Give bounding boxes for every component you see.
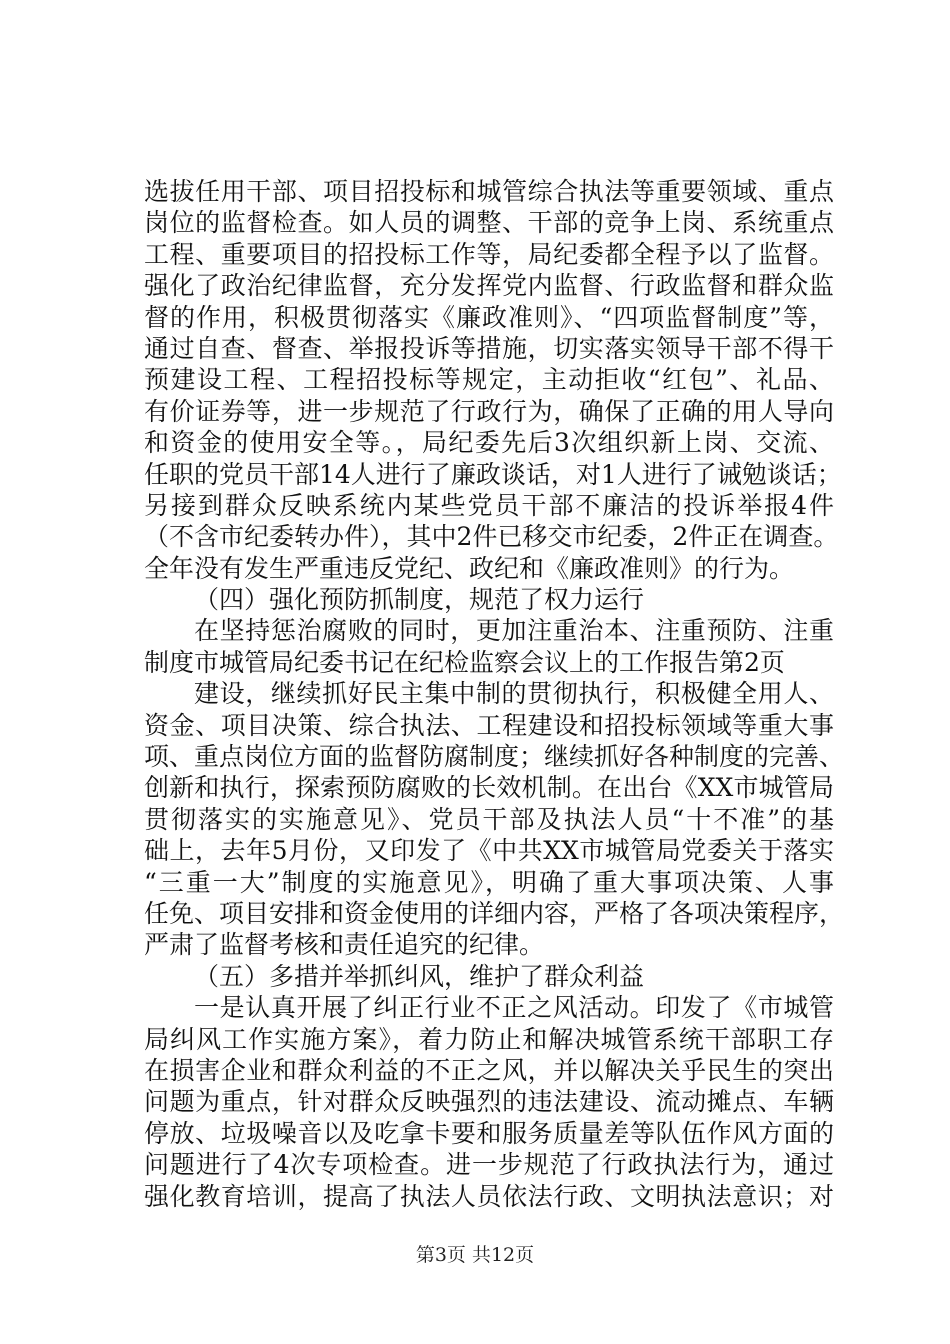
text-line: “三重一大”制度的实施意见》，明确了重大事项决策、人事 (144, 867, 834, 897)
page-footer: 第3页 共12页 (415, 1244, 535, 1266)
text-line: 贯彻落实的实施意见》、党员干部及执法人员“十不准”的基 (144, 804, 834, 834)
text-line: 有价证券等，进一步规范了行政行为，确保了正确的用人导向 (144, 396, 834, 426)
text-line: 选拔任用干部、项目招投标和城管综合执法等重要领域、重点 (144, 177, 834, 206)
text-line: 制度市城管局纪委书记在纪检监察会议上的工作报告第2页 (144, 647, 785, 677)
text-line: 创新和执行，探索预防腐败的长效机制。在出台《XX市城管局 (144, 773, 834, 803)
text-line: （五）多措并举抓纠风，维护了群众利益 (194, 961, 645, 991)
text-line: 任职的党员干部14人进行了廉政谈话，对1人进行了诫勉谈话； (144, 459, 842, 489)
text-line: 强化了政治纪律监督，充分发挥党内监督、行政监督和群众监 (144, 271, 834, 301)
text-line: 通过自查、督查、举报投诉等措施，切实落实领导干部不得干 (144, 333, 834, 363)
text-line: 强化教育培训，提高了执法人员依法行政、文明执法意识；对 (144, 1181, 834, 1211)
text-line: 严肃了监督考核和责任追究的纪律。 (144, 930, 545, 960)
text-line: 任免、项目安排和资金使用的详细内容，严格了各项决策程序， (144, 898, 845, 928)
text-line: 在损害企业和群众利益的不正之风，并以解决关乎民生的突出 (144, 1055, 834, 1085)
text-line: 另接到群众反映系统内某些党员干部不廉洁的投诉举报4件 (144, 490, 834, 520)
document-body (144, 176, 845, 1212)
text-line: 停放、垃圾噪音以及吃拿卡要和服务质量差等队伍作风方面的 (144, 1118, 834, 1148)
text-line: 建设，继续抓好民主集中制的贯彻执行，积极健全用人、 (194, 679, 834, 709)
text-line: 和资金的使用安全等。，局纪委先后3次组织新上岗、交流、 (144, 428, 834, 458)
text-line: 资金、项目决策、综合执法、工程建设和招投标领域等重大事 (144, 710, 834, 740)
text-line: 一是认真开展了纠正行业不正之风活动。印发了《市城管 (194, 993, 834, 1023)
text-line: （四）强化预防抓制度，规范了权力运行 (194, 585, 645, 615)
text-line: 工程、重要项目的招投标工作等，局纪委都全程予以了监督。 (144, 239, 834, 269)
text-line: （不含市纪委转办件），其中2件已移交市纪委，2件正在调查。 (144, 522, 839, 552)
text-line: 在坚持惩治腐败的同时，更加注重治本、注重预防、注重 (194, 616, 834, 646)
text-line: 问题进行了4次专项检查。进一步规范了行政执法行为，通过 (144, 1150, 834, 1180)
text-line: 问题为重点，针对群众反映强烈的违法建设、流动摊点、车辆 (144, 1087, 834, 1117)
text-line: 督的作用，积极贯彻落实《廉政准则》、“四项监督制度”等， (144, 302, 834, 332)
text-line: 全年没有发生严重违反党纪、政纪和《廉政准则》的行为。 (144, 553, 795, 583)
text-line: 础上，去年5月份，又印发了《中共XX市城管局党委关于落实 (144, 836, 834, 866)
text-line: 项、重点岗位方面的监督防腐制度；继续抓好各种制度的完善、 (144, 742, 845, 772)
text-line: 局纠风工作实施方案》，着力防止和解决城管系统干部职工存 (144, 1024, 834, 1054)
text-line: 岗位的监督检查。如人员的调整、干部的竞争上岗、系统重点 (144, 208, 834, 238)
text-line: 预建设工程、工程招投标等规定，主动拒收“红包”、礼品、 (144, 365, 834, 395)
